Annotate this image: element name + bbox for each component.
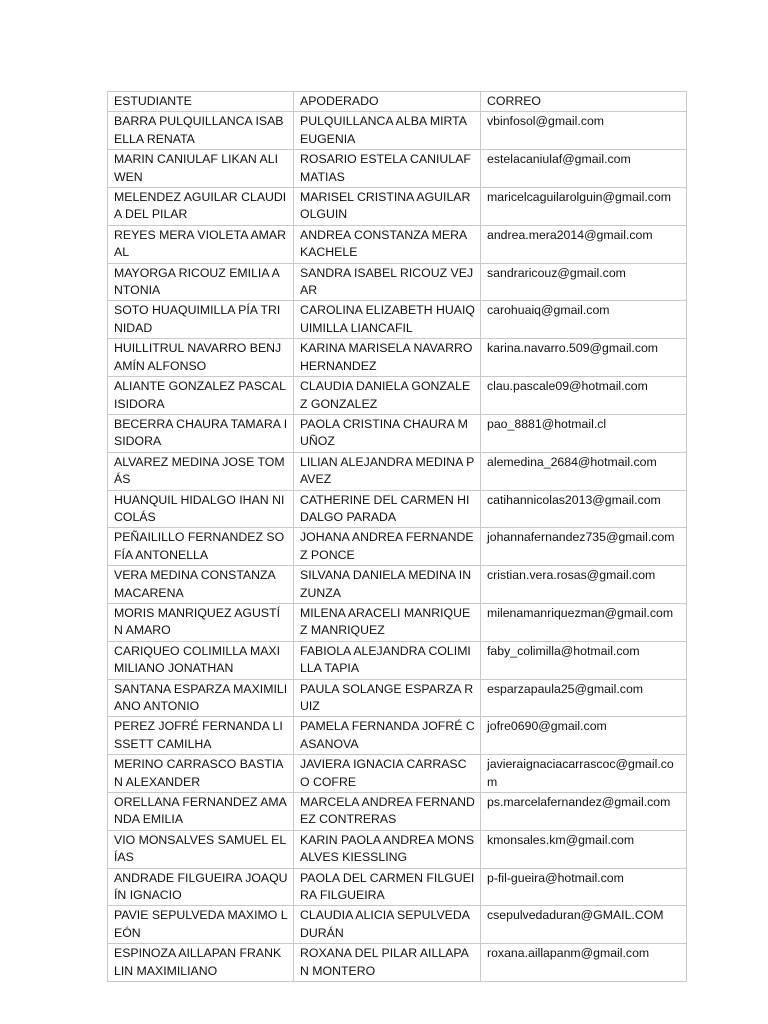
- guardian-name-cell: ROXANA DEL PILAR AILLAPAN MONTERO: [294, 944, 481, 982]
- student-name-cell: HUANQUIL HIDALGO IHAN NICOLÁS: [108, 490, 294, 528]
- table-row: [108, 528, 687, 566]
- email-cell: maricelcaguilarolguin@gmail.com: [481, 188, 687, 226]
- guardian-name-cell: MILENA ARACELI MANRIQUEZ MANRIQUEZ: [294, 603, 481, 641]
- student-name-cell: MERINO CARRASCO BASTIAN ALEXANDER: [108, 755, 294, 793]
- guardian-name-cell: PAOLA DEL CARMEN FILGUEIRA FILGUEIRA: [294, 868, 481, 906]
- email-cell: ps.marcelafernandez@gmail.com: [481, 793, 687, 831]
- table-row: [108, 755, 687, 793]
- guardian-name-cell: CAROLINA ELIZABETH HUAIQUIMILLA LIANCAFIL: [294, 301, 481, 339]
- student-name-cell: ALVAREZ MEDINA JOSE TOMÁS: [108, 452, 294, 490]
- student-name-cell: ESPINOZA AILLAPAN FRANKLIN MAXIMILIANO: [108, 944, 294, 982]
- table-row: [108, 301, 687, 339]
- guardian-name-cell: CLAUDIA DANIELA GONZALEZ GONZALEZ: [294, 377, 481, 415]
- email-cell: carohuaiq@gmail.com: [481, 301, 687, 339]
- table-row: [108, 906, 687, 944]
- table-header: [108, 92, 687, 112]
- table-row: [108, 339, 687, 377]
- student-name-cell: BARRA PULQUILLANCA ISABELLA RENATA: [108, 112, 294, 150]
- column-header-estudiante: ESTUDIANTE: [108, 92, 294, 112]
- student-name-cell: CARIQUEO COLIMILLA MAXIMILIANO JONATHAN: [108, 641, 294, 679]
- table-body: [108, 112, 687, 982]
- guardian-name-cell: KARINA MARISELA NAVARRO HERNANDEZ: [294, 339, 481, 377]
- table-row: [108, 263, 687, 301]
- student-name-cell: MARIN CANIULAF LIKAN ALIWEN: [108, 150, 294, 188]
- email-cell: andrea.mera2014@gmail.com: [481, 225, 687, 263]
- guardian-name-cell: MARISEL CRISTINA AGUILAR OLGUIN: [294, 188, 481, 226]
- email-cell: jofre0690@gmail.com: [481, 717, 687, 755]
- student-name-cell: SANTANA ESPARZA MAXIMILIANO ANTONIO: [108, 679, 294, 717]
- email-cell: kmonsales.km@gmail.com: [481, 830, 687, 868]
- table-row: [108, 225, 687, 263]
- student-name-cell: MORIS MANRIQUEZ AGUSTÍN AMARO: [108, 603, 294, 641]
- table-row: [108, 112, 687, 150]
- email-cell: esparzapaula25@gmail.com: [481, 679, 687, 717]
- email-cell: roxana.aillapanm@gmail.com: [481, 944, 687, 982]
- email-cell: javieraignaciacarrascoc@gmail.com: [481, 755, 687, 793]
- email-cell: catihannicolas2013@gmail.com: [481, 490, 687, 528]
- student-name-cell: VIO MONSALVES SAMUEL ELÍAS: [108, 830, 294, 868]
- table-row: [108, 188, 687, 226]
- guardian-name-cell: PAOLA CRISTINA CHAURA MUÑOZ: [294, 414, 481, 452]
- student-name-cell: PEREZ JOFRÉ FERNANDA LISSETT CAMILHA: [108, 717, 294, 755]
- table-row: [108, 414, 687, 452]
- email-cell: johannafernandez735@gmail.com: [481, 528, 687, 566]
- student-name-cell: BECERRA CHAURA TAMARA ISIDORA: [108, 414, 294, 452]
- guardian-name-cell: PAMELA FERNANDA JOFRÉ CASANOVA: [294, 717, 481, 755]
- student-name-cell: ORELLANA FERNANDEZ AMANDA EMILIA: [108, 793, 294, 831]
- table-row: [108, 830, 687, 868]
- email-cell: alemedina_2684@hotmail.com: [481, 452, 687, 490]
- table-row: [108, 717, 687, 755]
- table-row: [108, 150, 687, 188]
- email-cell: cristian.vera.rosas@gmail.com: [481, 566, 687, 604]
- guardian-name-cell: MARCELA ANDREA FERNANDEZ CONTRERAS: [294, 793, 481, 831]
- table-row: [108, 944, 687, 982]
- email-cell: faby_colimilla@hotmail.com: [481, 641, 687, 679]
- guardian-name-cell: LILIAN ALEJANDRA MEDINA PAVEZ: [294, 452, 481, 490]
- guardian-name-cell: PAULA SOLANGE ESPARZA RUIZ: [294, 679, 481, 717]
- student-name-cell: ANDRADE FILGUEIRA JOAQUÍN IGNACIO: [108, 868, 294, 906]
- email-cell: karina.navarro.509@gmail.com: [481, 339, 687, 377]
- student-name-cell: SOTO HUAQUIMILLA PÍA TRINIDAD: [108, 301, 294, 339]
- email-cell: p-fil-gueira@hotmail.com: [481, 868, 687, 906]
- table-row: [108, 377, 687, 415]
- email-cell: estelacaniulaf@gmail.com: [481, 150, 687, 188]
- student-name-cell: PEÑAILILLO FERNANDEZ SOFÍA ANTONELLA: [108, 528, 294, 566]
- table-row: [108, 566, 687, 604]
- contacts-table: [107, 91, 687, 982]
- email-cell: milenamanriquezman@gmail.com: [481, 603, 687, 641]
- guardian-name-cell: CATHERINE DEL CARMEN HIDALGO PARADA: [294, 490, 481, 528]
- header-row: [108, 92, 687, 112]
- student-name-cell: ALIANTE GONZALEZ PASCAL ISIDORA: [108, 377, 294, 415]
- guardian-name-cell: ROSARIO ESTELA CANIULAF MATIAS: [294, 150, 481, 188]
- student-name-cell: VERA MEDINA CONSTANZA MACARENA: [108, 566, 294, 604]
- table-row: [108, 452, 687, 490]
- table-row: [108, 641, 687, 679]
- guardian-name-cell: JAVIERA IGNACIA CARRASCO COFRE: [294, 755, 481, 793]
- student-name-cell: MAYORGA RICOUZ EMILIA ANTONIA: [108, 263, 294, 301]
- guardian-name-cell: SILVANA DANIELA MEDINA INZUNZA: [294, 566, 481, 604]
- table-row: [108, 603, 687, 641]
- document-page: [107, 91, 686, 982]
- guardian-name-cell: JOHANA ANDREA FERNANDEZ PONCE: [294, 528, 481, 566]
- column-header-correo: CORREO: [481, 92, 687, 112]
- student-name-cell: HUILLITRUL NAVARRO BENJAMÍN ALFONSO: [108, 339, 294, 377]
- table-row: [108, 793, 687, 831]
- table-row: [108, 490, 687, 528]
- table-row: [108, 868, 687, 906]
- student-name-cell: REYES MERA VIOLETA AMARAL: [108, 225, 294, 263]
- guardian-name-cell: SANDRA ISABEL RICOUZ VEJAR: [294, 263, 481, 301]
- email-cell: pao_8881@hotmail.cl: [481, 414, 687, 452]
- guardian-name-cell: PULQUILLANCA ALBA MIRTA EUGENIA: [294, 112, 481, 150]
- guardian-name-cell: KARIN PAOLA ANDREA MONSALVES KIESSLING: [294, 830, 481, 868]
- column-header-apoderado: APODERADO: [294, 92, 481, 112]
- student-name-cell: MELENDEZ AGUILAR CLAUDIA DEL PILAR: [108, 188, 294, 226]
- email-cell: csepulvedaduran@GMAIL.COM: [481, 906, 687, 944]
- table-row: [108, 679, 687, 717]
- student-name-cell: PAVIE SEPULVEDA MAXIMO LEÓN: [108, 906, 294, 944]
- guardian-name-cell: FABIOLA ALEJANDRA COLIMILLA TAPIA: [294, 641, 481, 679]
- guardian-name-cell: CLAUDIA ALICIA SEPULVEDA DURÁN: [294, 906, 481, 944]
- guardian-name-cell: ANDREA CONSTANZA MERA KACHELE: [294, 225, 481, 263]
- email-cell: sandraricouz@gmail.com: [481, 263, 687, 301]
- email-cell: clau.pascale09@hotmail.com: [481, 377, 687, 415]
- email-cell: vbinfosol@gmail.com: [481, 112, 687, 150]
